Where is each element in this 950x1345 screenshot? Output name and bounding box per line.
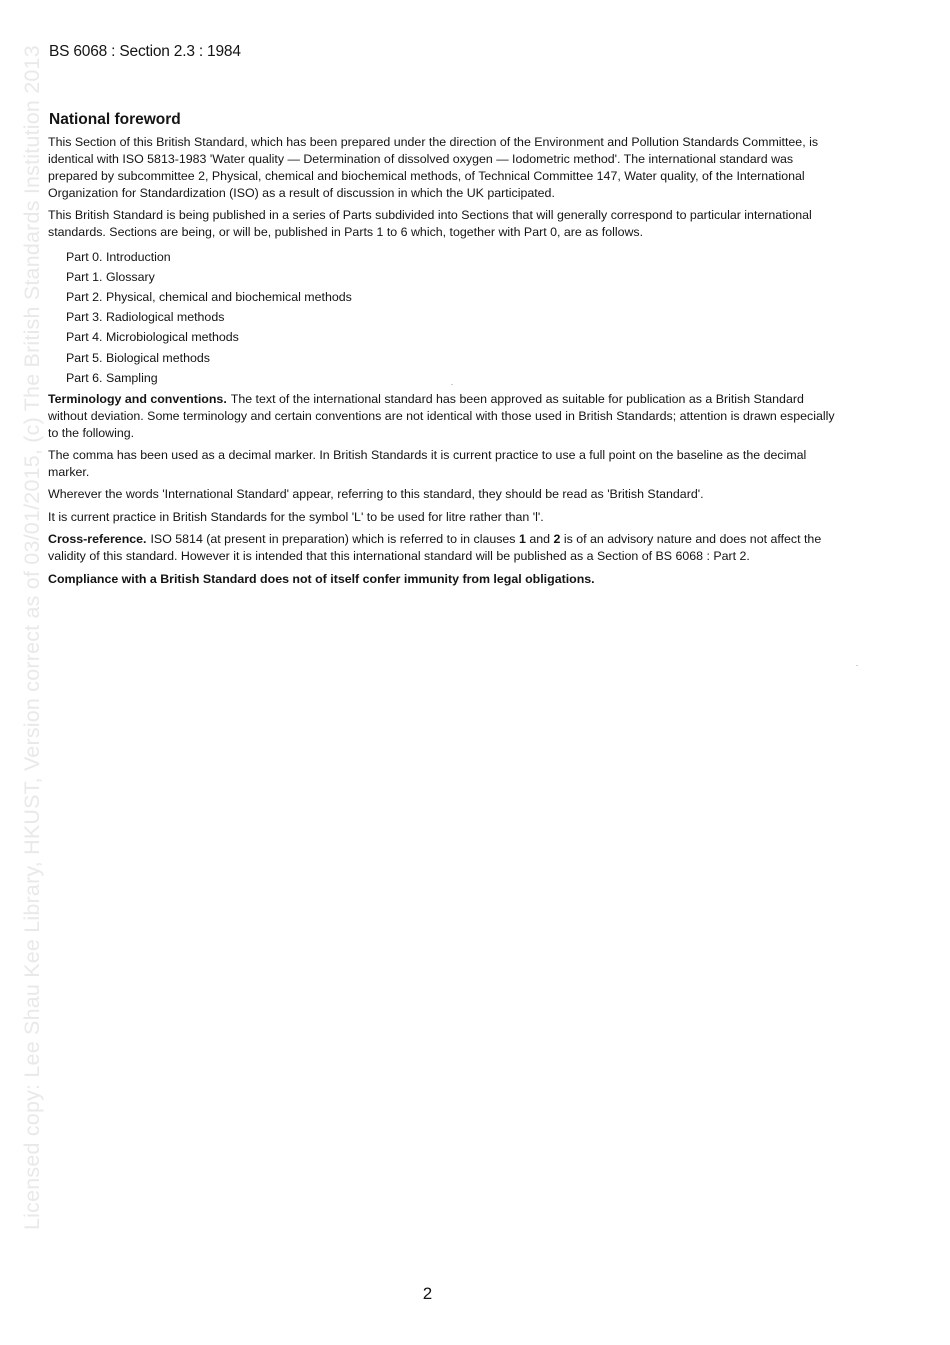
foreword-section [48,110,838,593]
series-paragraph: This British Standard is being published in a series of Parts subdivided into Sections that will generally correspond to particular international standards. Sections are being, or will be, published in Parts 1 to 6 which, together with Part 0, are as follows. [48,208,812,240]
running-header: BS 6068 : Section 2.3 : 1984 [49,43,241,60]
clause-ref-2: 2 [553,531,561,546]
list-item: Part 0. Introduction [66,249,171,264]
scan-speck [451,384,453,385]
list-item: Part 2. Physical, chemical and biochemical methods [66,289,352,304]
list-item: Part 1. Glossary [66,269,155,284]
cross-reference-paragraph [48,531,838,565]
terminology-paragraph [48,391,838,442]
cross-reference-text-1: ISO 5814 (at present in preparation) which is referred to in clauses [150,531,516,546]
list-item: Part 5. Biological methods [66,350,210,365]
terminology-heading: Terminology and conventions. [48,391,227,406]
page-number: 2 [422,1284,433,1303]
compliance-statement: Compliance with a British Standard does not of itself confer immunity from legal obligations. [48,571,595,586]
list-item: Part 6. Sampling [66,370,158,385]
section-title: National foreword [49,111,181,128]
terminology-text: The text of the international standard has been approved as suitable for publication as a British Standard without deviation. Some terminology and certain conventions are not identical with those used in British Standards; attention is drawn especially to the following. [48,391,835,441]
comma-note: The comma has been used as a decimal marker. In British Standards it is current practice to use a full point on the baseline as the decimal marker. [48,448,807,480]
intro-paragraph: This Section of this British Standard, which has been prepared under the direction of the Environment and Pollution Standards Committee, is identical with ISO 5813-1983 'Water quality — Determination of dissolved oxygen — Iodometric method'. The international standard was prepared by subcommittee 2, Physical, chemical and biochemical methods, of Technical Committee 147, Water quality, of the International Organization for Standardization (ISO) as a result of discussion in which the UK participated. [48,135,819,201]
list-item: Part 3. Radiological methods [66,310,225,325]
copyright-watermark: Licensed copy: Lee Shau Kee Library, HKUST, Version correct as of 03/01/2015, (c) The British Standards Institution 2013 [20,45,44,1230]
wherever-note: Wherever the words 'International Standard' appear, referring to this standard, they should be read as 'British Standard'. [48,487,704,502]
list-item: Part 4. Microbiological methods [66,330,239,345]
cross-reference-heading: Cross-reference. [48,531,147,546]
cross-reference-and: and [529,531,551,546]
scan-speck [856,665,858,666]
litre-note: It is current practice in British Standards for the symbol 'L' to be used for litre rather than 'l'. [48,509,544,524]
clause-ref-1: 1 [518,531,526,546]
cross-reference-text-2: is of an advisory nature and does not affect the validity of this standard. However it is intended that this international standard will be published as a Section of BS 6068 : Part 2. [48,531,822,563]
parts-list [66,247,838,388]
